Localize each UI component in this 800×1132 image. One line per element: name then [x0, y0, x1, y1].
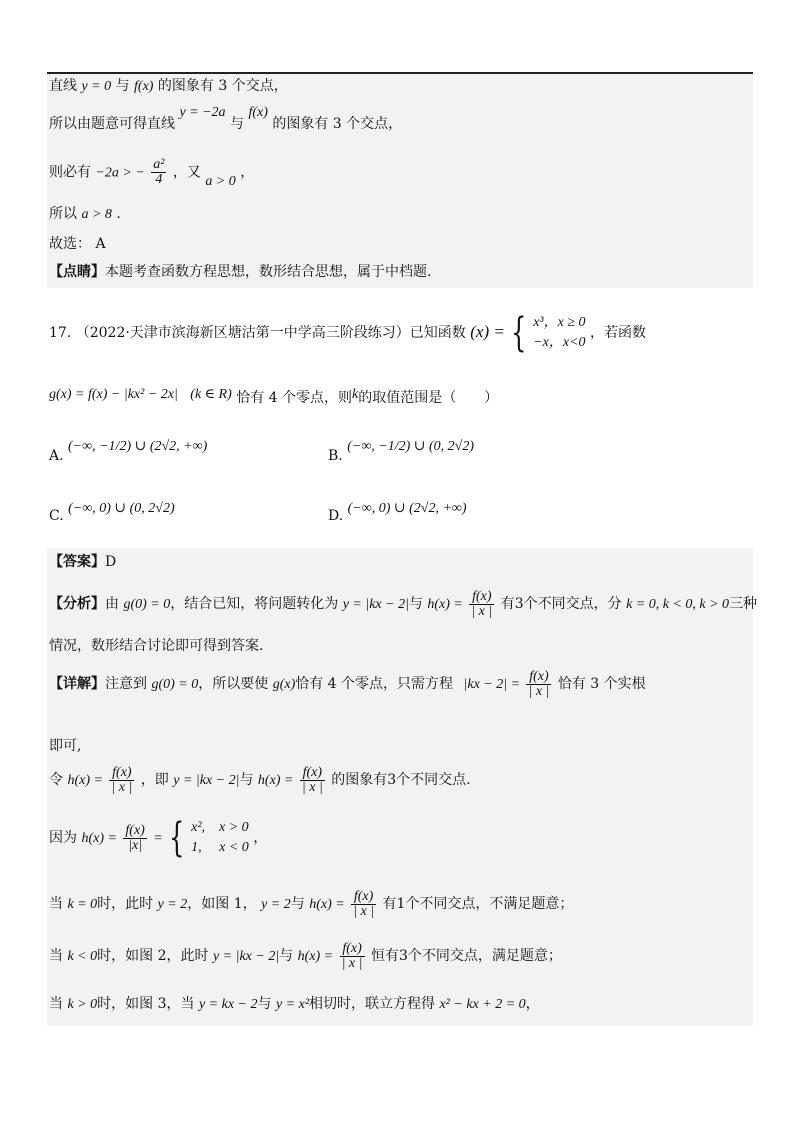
option-b[interactable]: B. (−∞, −1/2) ∪ (0, 2√2)	[328, 439, 475, 464]
fraction-fx-over-absx: $\frac{f(x)}{| x |}$	[353, 888, 375, 919]
prev-line-4: 所以 a > 8 .	[49, 206, 121, 222]
piecewise-cases: x³，x ≥ 0 −x，x<0	[533, 315, 586, 350]
fraction-fx-over-absx: $\frac{f(x)}{| x |}$	[528, 668, 550, 699]
prev-line-3: 则必有 −2a > − $\frac{\text{a²}}{4}$ ，又 a > 0 ，	[49, 157, 255, 189]
answer-line: 【答案】D	[49, 554, 117, 570]
detail-line-4: 因为 h(x) = $\frac{f(x)}{|x|}$ = { x², x > 0 1, x < 0 ，	[49, 815, 268, 861]
comment-line: 【点睛】本题考查函数方程思想，数形结合思想，属于中档题.	[49, 264, 432, 280]
question-stem-line-2: g(x) = f(x) − |kx² − 2x| (k ∈ R) 恰有 4 个零点，则k的取值范围是（ ）	[49, 387, 499, 406]
detail-line-2: 即可,	[49, 738, 82, 754]
piecewise-cases: x², x > 0 1, x < 0	[191, 820, 249, 855]
analysis-line-1: 【分析】由 g(0) = 0，结合已知，将问题转化为 y = |kx − 2|与 h(x) = $\frac{f(x)}{| x |}$ 有3个不同交点，分 k = 0, k < 0, k > 0三种	[49, 588, 758, 619]
prev-line-1: 直线 y = 0 与 f(x) 的图象有 3 个交点，	[49, 78, 288, 94]
option-d[interactable]: D. (−∞, 0) ∪ (2√2, +∞)	[328, 501, 467, 524]
question-stem-line-1: 17. （2022·天津市滨海新区塘沽第一中学高三阶段练习）已知函数 (x) = { x³，x ≥ 0 −x，x<0 ，若函数	[49, 310, 646, 356]
detail-line-5: 当 k = 0时，此时 y = 2，如图 1， y = 2与 h(x) = $\frac{f(x)}{| x |}$ 有1个不同交点，不满足题意；	[49, 888, 574, 919]
left-brace: {	[169, 815, 185, 861]
detail-line-7: 当 k > 0时，如图 3，当 y = kx − 2与 y = x²相切时，联立方程得 x² − kx + 2 = 0，	[49, 996, 540, 1012]
detail-line-1: 【详解】注意到 g(0) = 0，所以要使 g(x)恰有 4 个零点，只需方程 |kx − 2| = $\frac{f(x)}{| x |}$ 恰有 3 个实根	[49, 668, 646, 699]
detail-line-6: 当 k < 0时，如图 2，此时 y = |kx − 2|与 h(x) = $\frac{f(x)}{| x |}$ 恒有3个不同交点，满足题意；	[49, 940, 562, 971]
fraction-a2-over-4: $\frac{\text{a²}}{4}$	[153, 157, 165, 187]
analysis-line-2: 情况，数形结合讨论即可得到答案.	[49, 638, 264, 654]
prev-line-5: 故选： A	[49, 236, 106, 252]
fraction-fx-over-absx: $\frac{f(x)}{| x |}$	[111, 764, 133, 795]
fraction-fx-over-absx: $\frac{f(x)}{| x |}$	[341, 940, 363, 971]
prev-line-2: 所以由题意可得直线 y = −2a 与 f(x) 的图象有 3 个交点，	[49, 105, 403, 132]
fraction-fx-over-absx: $\frac{f(x)}{| x |}$	[301, 764, 323, 795]
option-a[interactable]: A. (−∞, −1/2) ∪ (2√2, +∞)	[49, 439, 208, 464]
option-c[interactable]: C. (−∞, 0) ∪ (0, 2√2)	[49, 501, 175, 524]
fraction-fx-over-absx: $\frac{f(x)}{| x |}$	[471, 588, 493, 619]
detail-line-3: 令 h(x) = $\frac{f(x)}{| x |}$ ，即 y = |kx − 2|与 h(x) = $\frac{f(x)}{| x |}$ 的图象有3个不同交点.	[49, 764, 471, 795]
left-brace: {	[511, 310, 527, 356]
fraction-fx-over-absx: $\frac{f(x)}{|x|}$	[125, 822, 145, 853]
